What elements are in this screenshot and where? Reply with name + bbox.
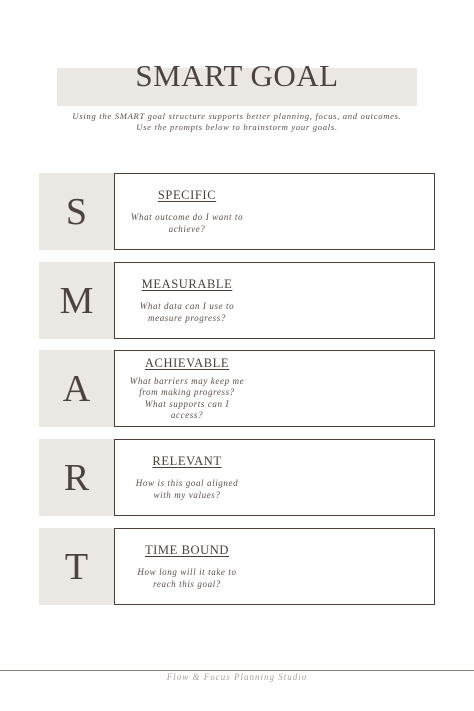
smart-row-measurable bbox=[39, 262, 436, 339]
smart-row-time-bound bbox=[39, 528, 436, 605]
smart-row-achievable bbox=[39, 350, 436, 427]
letter-box bbox=[39, 350, 114, 427]
heading-time-bound: TIME BOUND bbox=[144, 543, 230, 557]
prompt-box bbox=[114, 173, 260, 250]
heading-measurable: MEASURABLE bbox=[141, 277, 233, 291]
question-relevant: How is this goal aligned with my values? bbox=[135, 478, 239, 500]
smart-row-specific bbox=[39, 173, 436, 250]
letter-a: A bbox=[62, 367, 91, 410]
question-specific: What outcome do I want to achieve? bbox=[130, 212, 244, 234]
prompt-box bbox=[114, 528, 260, 605]
letter-t: T bbox=[64, 545, 89, 588]
heading-specific: SPECIFIC bbox=[157, 188, 217, 202]
answer-field-measurable[interactable] bbox=[258, 262, 435, 339]
answer-field-specific[interactable] bbox=[258, 173, 435, 250]
answer-field-relevant[interactable] bbox=[258, 439, 435, 516]
heading-achievable: ACHIEVABLE bbox=[144, 355, 230, 370]
question-achievable: What barriers may keep me from making progress? What supports can I access? bbox=[129, 375, 245, 420]
intro-text bbox=[20, 111, 454, 133]
letter-box bbox=[39, 439, 114, 516]
letter-box bbox=[39, 262, 114, 339]
prompt-box bbox=[114, 262, 260, 339]
heading-relevant: RELEVANT bbox=[152, 454, 222, 468]
question-measurable: What data can I use to measure progress? bbox=[139, 301, 235, 323]
smart-row-relevant bbox=[39, 439, 436, 516]
answer-field-time-bound[interactable] bbox=[258, 528, 435, 605]
letter-box bbox=[39, 528, 114, 605]
prompt-box bbox=[114, 439, 260, 516]
intro-line-2: Use the prompts below to brainstorm your goals. bbox=[136, 122, 338, 132]
letter-m: M bbox=[59, 279, 94, 322]
intro-line-1: Using the SMART goal structure supports better planning, focus, and outcomes. bbox=[72, 111, 402, 121]
prompt-box bbox=[114, 350, 260, 427]
page-title: SMART GOAL bbox=[135, 58, 339, 93]
letter-r: R bbox=[63, 456, 90, 499]
answer-field-achievable[interactable] bbox=[258, 350, 435, 427]
question-time-bound: How long will it take to reach this goal? bbox=[137, 567, 237, 589]
footer-brand: Flow & Focus Planning Studio bbox=[166, 672, 308, 682]
letter-s: S bbox=[65, 190, 88, 233]
footer-divider bbox=[0, 670, 474, 671]
letter-box bbox=[39, 173, 114, 250]
